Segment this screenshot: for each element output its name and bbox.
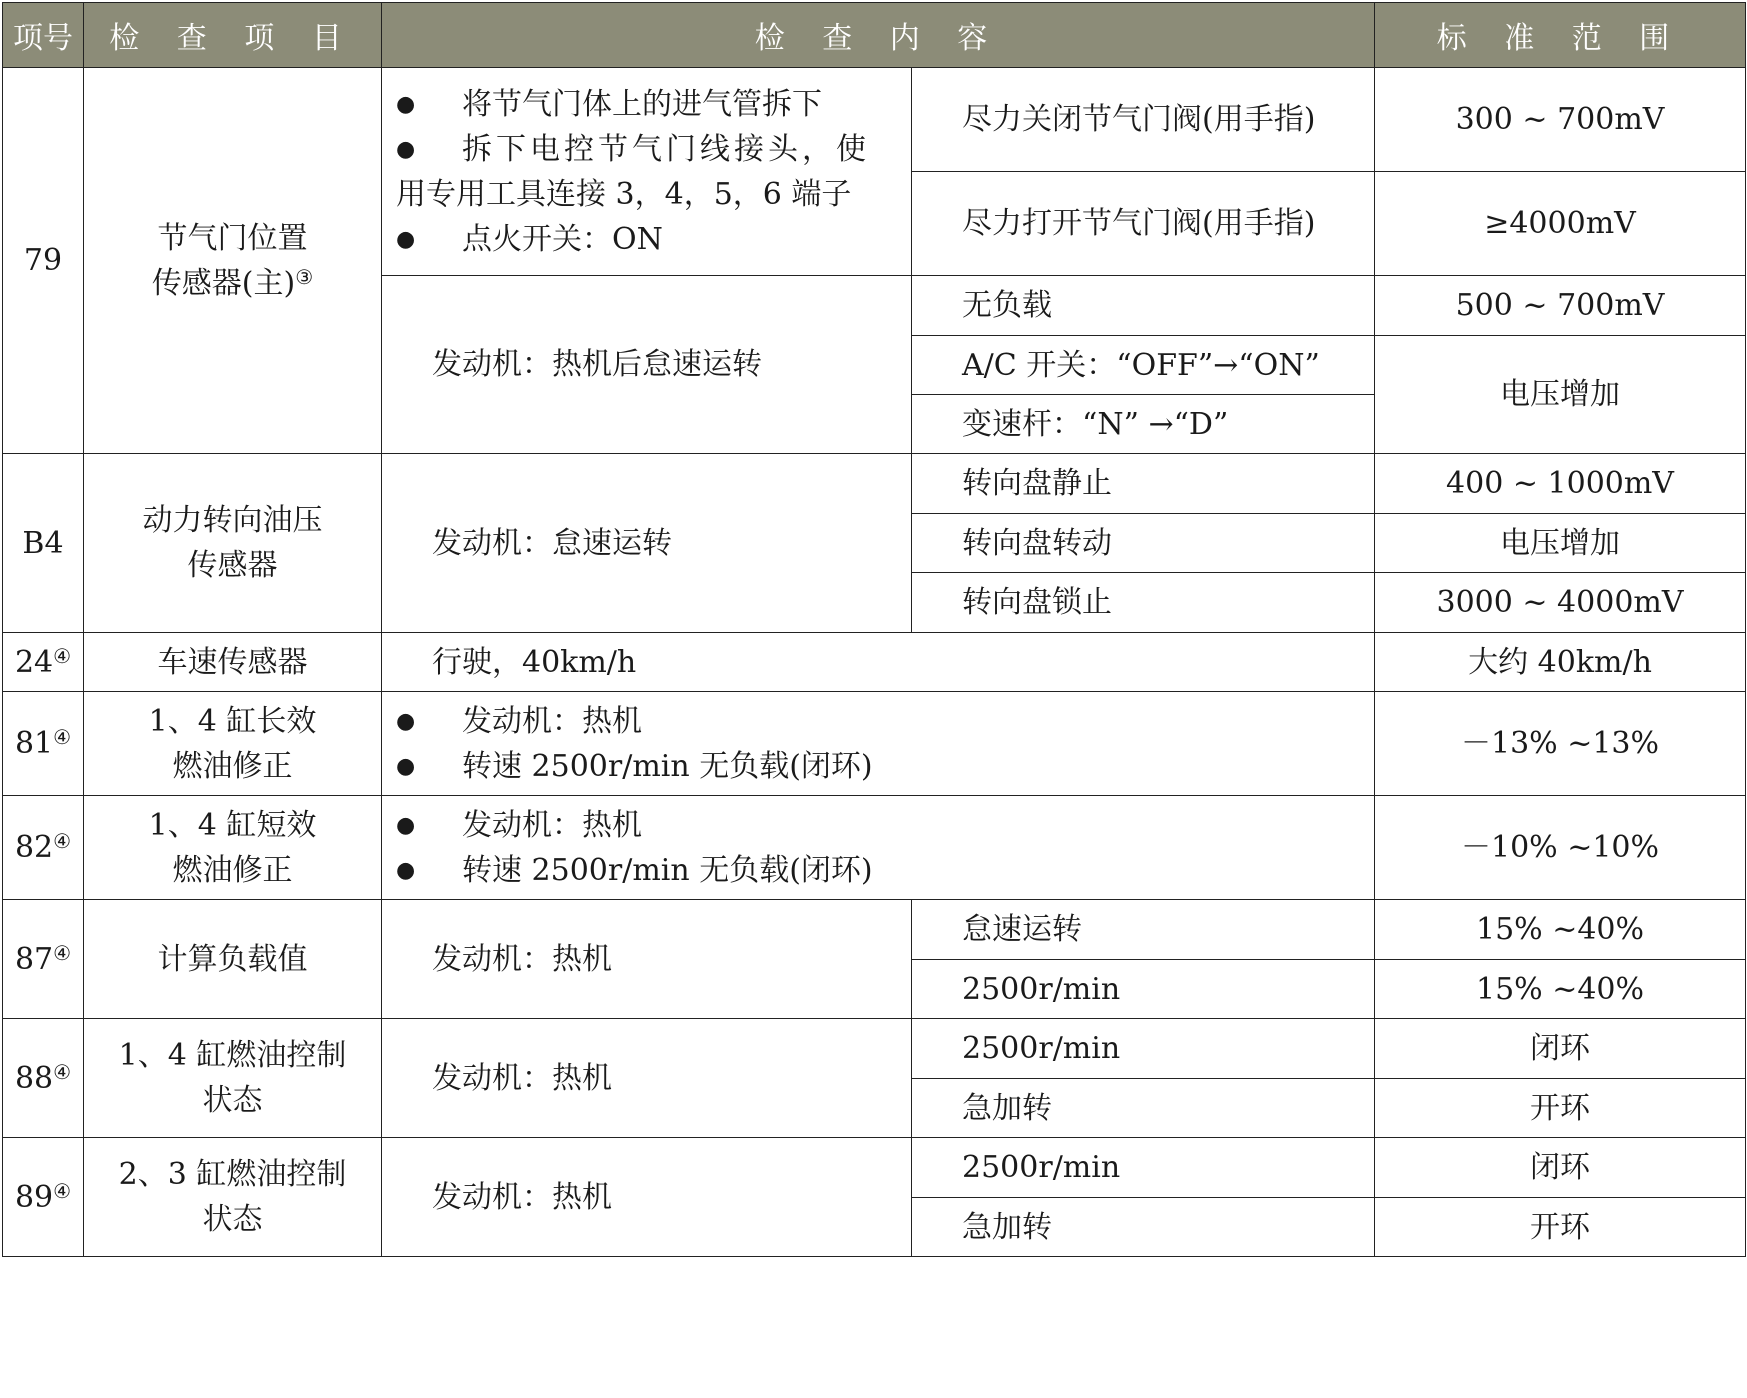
check-content: ● 发动机：热机 ● 转速 2500r/min 无负载(闭环) bbox=[382, 796, 1375, 900]
table-row bbox=[3, 1138, 1746, 1198]
check-content: 行驶，40km/h bbox=[382, 633, 1375, 692]
item-no: 89④ bbox=[3, 1138, 84, 1257]
header-row bbox=[3, 3, 1746, 68]
check-content: 发动机：热机后怠速运转 bbox=[382, 276, 912, 454]
condition: 转向盘转动 bbox=[912, 514, 1375, 573]
item-no: 79 bbox=[3, 68, 84, 454]
table-row bbox=[3, 454, 1746, 514]
table-row bbox=[3, 633, 1746, 692]
standard: 开环 bbox=[1375, 1198, 1746, 1257]
standard: 闭环 bbox=[1375, 1019, 1746, 1079]
item-no: 81④ bbox=[3, 692, 84, 796]
footnote-mark: ④ bbox=[53, 643, 72, 668]
condition: 转向盘锁止 bbox=[912, 573, 1375, 633]
check-content: 发动机：热机 bbox=[382, 1138, 912, 1257]
item-no: 88④ bbox=[3, 1019, 84, 1138]
item-name: 计算负载值 bbox=[84, 900, 382, 1019]
standard: －10% ~10% bbox=[1375, 796, 1746, 900]
table-row bbox=[3, 692, 1746, 796]
condition: 转向盘静止 bbox=[912, 454, 1375, 514]
footnote-mark: ④ bbox=[53, 940, 72, 965]
header-standard-range: 标 准 范 围 bbox=[1375, 3, 1746, 68]
table-row bbox=[3, 68, 1746, 172]
condition: 2500r/min bbox=[912, 960, 1375, 1019]
condition: 2500r/min bbox=[912, 1138, 1375, 1198]
standard: 400 ~ 1000mV bbox=[1375, 454, 1746, 514]
item-no: 87④ bbox=[3, 900, 84, 1019]
check-content: ● 将节气门体上的进气管拆下 ● 拆下电控节气门线接头，使 用专用工具连接 3，4，5，6 端子 ● 点火开关：ON bbox=[382, 68, 912, 276]
standard: 电压增加 bbox=[1375, 336, 1746, 454]
condition: 变速杆：“N” →“D” bbox=[912, 395, 1375, 454]
standard: 开环 bbox=[1375, 1079, 1746, 1138]
check-content: 发动机：怠速运转 bbox=[382, 454, 912, 633]
standard: 闭环 bbox=[1375, 1138, 1746, 1198]
item-name: 1、4 缸短效 燃油修正 bbox=[84, 796, 382, 900]
condition: 2500r/min bbox=[912, 1019, 1375, 1079]
standard: ≥4000mV bbox=[1375, 172, 1746, 276]
item-name: 1、4 缸长效 燃油修正 bbox=[84, 692, 382, 796]
condition: 急加转 bbox=[912, 1079, 1375, 1138]
standard: 电压增加 bbox=[1375, 514, 1746, 573]
standard: 15% ~40% bbox=[1375, 900, 1746, 960]
condition: 无负载 bbox=[912, 276, 1375, 336]
item-name: 动力转向油压 传感器 bbox=[84, 454, 382, 633]
item-name: 车速传感器 bbox=[84, 633, 382, 692]
standard: 500 ~ 700mV bbox=[1375, 276, 1746, 336]
table-row bbox=[3, 1019, 1746, 1079]
table-row bbox=[3, 796, 1746, 900]
item-name: 节气门位置 传感器(主)③ bbox=[84, 68, 382, 454]
footnote-mark: ④ bbox=[53, 725, 72, 749]
footnote-mark: ④ bbox=[53, 1178, 72, 1203]
check-content: 发动机：热机 bbox=[382, 1019, 912, 1138]
condition: 急加转 bbox=[912, 1198, 1375, 1257]
item-no: 82④ bbox=[3, 796, 84, 900]
standard: 15% ~40% bbox=[1375, 960, 1746, 1019]
item-no: 24④ bbox=[3, 633, 84, 692]
condition: 尽力关闭节气门阀(用手指) bbox=[912, 68, 1375, 172]
condition: 尽力打开节气门阀(用手指) bbox=[912, 172, 1375, 276]
item-no: B4 bbox=[3, 454, 84, 633]
condition: A/C 开关：“OFF”→“ON” bbox=[912, 336, 1375, 395]
header-check-item: 检 查 项 目 bbox=[84, 3, 382, 68]
item-name: 1、4 缸燃油控制 状态 bbox=[84, 1019, 382, 1138]
table-row bbox=[3, 900, 1746, 960]
standard: －13% ~13% bbox=[1375, 692, 1746, 796]
standard: 3000 ~ 4000mV bbox=[1375, 573, 1746, 633]
standard: 大约 40km/h bbox=[1375, 633, 1746, 692]
footnote-mark: ③ bbox=[295, 264, 314, 289]
header-item-no: 项号 bbox=[3, 3, 84, 68]
footnote-mark: ④ bbox=[53, 829, 72, 853]
header-check-content: 检 查 内 容 bbox=[382, 3, 1375, 68]
check-content: 发动机：热机 bbox=[382, 900, 912, 1019]
standard: 300 ~ 700mV bbox=[1375, 68, 1746, 172]
footnote-mark: ④ bbox=[53, 1059, 72, 1084]
inspection-table bbox=[2, 2, 1746, 1257]
condition: 怠速运转 bbox=[912, 900, 1375, 960]
check-content: ● 发动机：热机 ● 转速 2500r/min 无负载(闭环) bbox=[382, 692, 1375, 796]
item-name: 2、3 缸燃油控制 状态 bbox=[84, 1138, 382, 1257]
